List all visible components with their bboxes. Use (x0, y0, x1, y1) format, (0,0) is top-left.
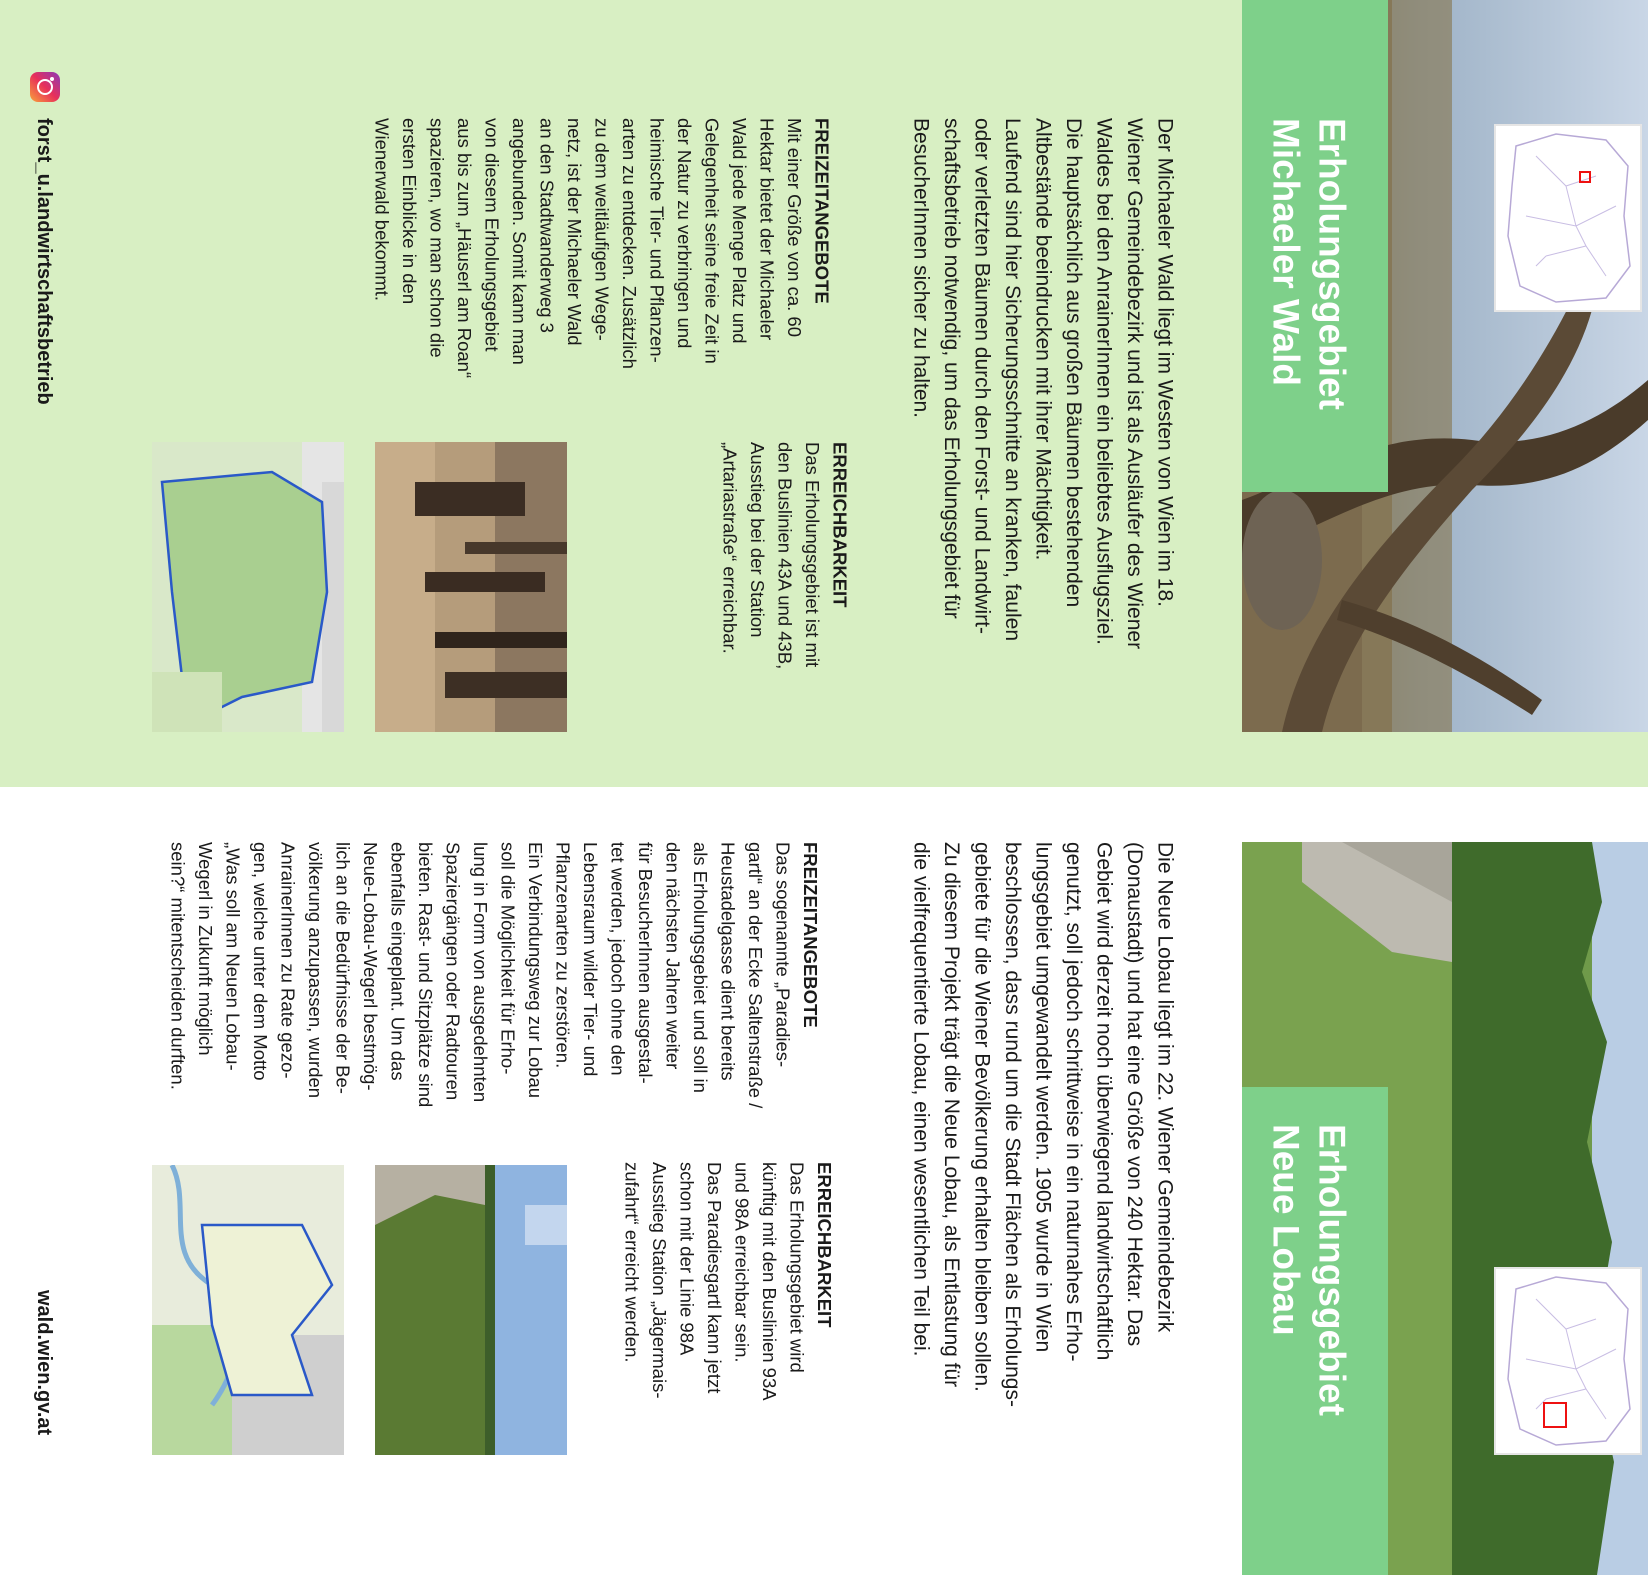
meadow-photo (375, 1165, 567, 1455)
reachability-heading: ERREICHBARKEIT (814, 1162, 835, 1328)
district-locator-map (1494, 1267, 1642, 1455)
area-map-michaeler-wald (152, 442, 344, 732)
district-locator-map (1494, 124, 1642, 312)
instagram-icon[interactable] (30, 72, 60, 102)
section-michaeler-wald (0, 0, 1648, 787)
website-link[interactable]: wald.wien.gv.at (33, 1290, 55, 1436)
leisure-block (368, 118, 836, 448)
reachability-block (618, 1162, 838, 1462)
forest-photo (375, 442, 567, 732)
leisure-heading: FREIZEITANGEBOTE (800, 842, 821, 1028)
reachability-heading: ERREICHBARKEIT (829, 442, 851, 608)
intro-text: Der Michaeler Wald liegt im Westen von Wien im 18. Wiener Gemeindebezirk und ist als Ausläufer des Wiener Waldes bei den AnrainerInnen ein beliebtes Ausflugsziel. Die hauptsächlich aus großen Bäumen bestehenden Altbestände beeindrucken mit ihrer Mächtigkeit. Laufend sind hier Sicherungsschnitte an kranken, faulen oder verletzten Bäumen durch den Forst- und Landwirt- schaftsbetrieb notwendig, um das Erholungsgebiet für BesucherInnen sicher zu halten. (909, 118, 1177, 650)
page-title: Erholungsgebiet Neue Lobau (1265, 1124, 1353, 1416)
leisure-block (164, 842, 824, 1162)
area-map-neue-lobau (152, 1165, 344, 1455)
section-neue-lobau (0, 787, 1648, 1575)
page-title: Erholungsgebiet Michaeler Wald (1265, 118, 1353, 410)
reachability-block (716, 442, 854, 702)
leisure-text: Mit einer Größe von ca. 60 Hektar bietet der Michaeler Wald jede Menge Platz und Gelegenheit seine freie Zeit in der Natur zu verbringen und heimische Tier- und Pflanzen- arten zu entdecken. Zusätzlich zu dem weitläufigen Wege- netz, ist der Michaeler Wald an den Stadtwanderweg 3 angebunden. Somit kann man von diesem Erholungsgebiet aus bis zum „Häuserl am Roan“ spazieren, wo man schon die ersten Einblicke in den Wienerwald bekommt. (371, 118, 805, 379)
leisure-text: Das sogenannte „Paradies- gartl“ an der Ecke Saltenstraße / Heustadelgasse dient bereits als Erholungsgebiet und soll in den nächsten Jahren weiter für BesucherInnen ausgestal- tet werden, jedoch ohne den Lebensraum wilder Tier- und Pflanzenarten zu zerstören. Ein Verbindungsweg zur Lobau soll die Möglichkeit für Erho- lung in Form von ausgedehnten Spaziergängen oder Radtouren bieten. Rast- und Sitzplätze sind ebenfalls eingeplant. Um das Neue-Lobau-Wegerl bestmög- lich an die Bedürfnisse der Be- völkerung anzupassen, wurden AnrainerInnen zu Rate gezo- gen, welche unter dem Motto „Was soll am Neuen Lobau- Wegerl in Zukunft möglich sein?“ mitentscheiden durften. (167, 842, 794, 1109)
leisure-heading: FREIZEITANGEBOTE (811, 118, 833, 304)
reachability-text: Das Erholungsgebiet wird künftig mit den Buslinien 93A und 98A erreichbar sein. Das Paradiesgartl kann jetzt schon mit der Linie 98A Ausstieg Station „Jägermais- zufahrt“ erreicht werden. (621, 1162, 808, 1401)
instagram-handle[interactable]: forst_u.landwirtschaftsbetrieb (33, 118, 55, 405)
reachability-text: Das Erholungsgebiet ist mit den Buslinien 43A und 43B, Ausstieg bei der Station „Artariastraße“ erreichbar. (719, 442, 823, 670)
intro-text: Die Neue Lobau liegt im 22. Wiener Gemeindebezirk (Donaustadt) und hat eine Größe von 240 Hektar. Das Gebiet wird derzeit noch überwiegend landwirtschaftlich genutzt, soll jedoch schrittweise in ein naturnahes Erho- lungsgebiet umgewandelt werden. 1905 wurde in Wien beschlossen, dass rund um die Stadt Flächen als Erholungs- gebiete für die Wiener Bevölkerung erhalten bleiben sollen. Zu diesem Projekt trägt die Neue Lobau, als Entlastung für die vielfrequentierte Lobau, einen wesentlichen Teil bei. (909, 842, 1177, 1407)
